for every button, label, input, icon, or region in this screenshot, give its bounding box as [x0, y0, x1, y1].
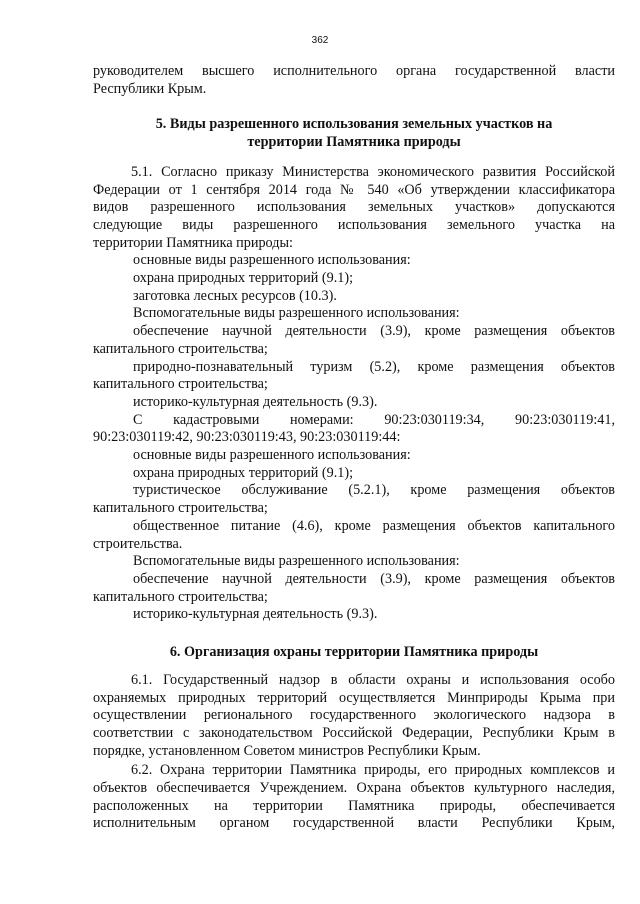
- cadastral-numbers-line: 90:23:030119:42, 90:23:030119:43, 90:23:030119:44:: [93, 429, 401, 446]
- list-line: историко-культурная деятельность (9.3).: [133, 606, 378, 623]
- paragraph-line: порядке, установленном Советом министров Республики Крым.: [93, 742, 481, 759]
- list-line: капитального строительства;: [93, 588, 268, 605]
- paragraph-line: 6.2. Охрана территории Памятника природы, его природных комплексов и: [131, 762, 615, 779]
- list-line: охрана природных территорий (9.1);: [133, 464, 354, 481]
- list-line: природно-познавательный туризм (5.2), кроме размещения объектов: [133, 358, 615, 375]
- list-line: обеспечение научной деятельности (3.9), кроме размещения объектов: [133, 570, 615, 587]
- spacer: [93, 152, 615, 164]
- cadastral-numbers-line: С кадастровыми номерами: 90:23:030119:34, 90:23:030119:41,: [133, 411, 615, 428]
- list-line: капитального строительства;: [93, 340, 268, 357]
- paragraph-line: соответствии с законодательством Российской Федерации, Республики Крым в: [93, 724, 615, 741]
- list-line: заготовка лесных ресурсов (10.3).: [133, 287, 337, 304]
- paragraph-line: руководителем высшего исполнительного органа государственной власти: [93, 63, 615, 79]
- list-line: капитального строительства;: [93, 376, 268, 393]
- list-line: Вспомогательные виды разрешенного использования:: [133, 305, 460, 322]
- paragraph-line: 5.1. Согласно приказу Министерства экономического развития Российской: [131, 163, 615, 180]
- section-6-heading: 6. Организация охраны территории Памятника природы: [169, 644, 539, 661]
- list-line: обеспечение научной деятельности (3.9), кроме размещения объектов: [133, 323, 615, 340]
- page-number: 362: [311, 35, 329, 46]
- list-line: основные виды разрешенного использования:: [133, 252, 411, 269]
- list-line: охрана природных территорий (9.1);: [133, 270, 354, 287]
- list-line: туристическое обслуживание (5.2.1), кроме размещения объектов: [133, 482, 615, 499]
- paragraph-line: 6.1. Государственный надзор в области охраны и использования особо: [131, 671, 615, 688]
- list-line: Вспомогательные виды разрешенного использования:: [133, 553, 460, 570]
- paragraph-line: объектов обеспечивается Учреждением. Охрана объектов культурного наследия,: [93, 780, 615, 797]
- list-line: общественное питание (4.6), кроме размещения объектов капитального: [133, 517, 615, 534]
- spacer: [93, 624, 615, 644]
- paragraph-line: Федерации от 1 сентября 2014 года № 540 «Об утверждении классификатора: [93, 181, 615, 198]
- paragraph-line: Республики Крым.: [93, 80, 207, 97]
- list-line: основные виды разрешенного использования:: [133, 447, 411, 464]
- spacer: [93, 98, 615, 116]
- paragraph-line: расположенных на территории Памятника природы, обеспечивается: [93, 797, 615, 814]
- document-body: [93, 63, 615, 833]
- paragraph-line: осуществлении регионального государственного экологического надзора в: [93, 707, 615, 724]
- spacer: [93, 662, 615, 672]
- list-line: историко-культурная деятельность (9.3).: [133, 393, 378, 410]
- section-5-heading-line-2: территории Памятника природы: [247, 134, 461, 151]
- paragraph-line: охраняемых природных территорий осуществляется Минприроды Крыма при: [93, 689, 615, 706]
- paragraph-line: территории Памятника природы:: [93, 234, 293, 251]
- section-5-heading-line-1: 5. Виды разрешенного использования земельных участков на: [155, 116, 553, 133]
- paragraph-line: видов разрешенного использования земельных участков» допускаются: [93, 199, 615, 216]
- paragraph-line: исполнительным органом государственной власти Республики Крым,: [93, 815, 615, 832]
- list-line: строительства.: [93, 535, 183, 552]
- list-line: капитального строительства;: [93, 500, 268, 517]
- paragraph-line: следующие виды разрешенного использования земельного участка на: [93, 216, 615, 233]
